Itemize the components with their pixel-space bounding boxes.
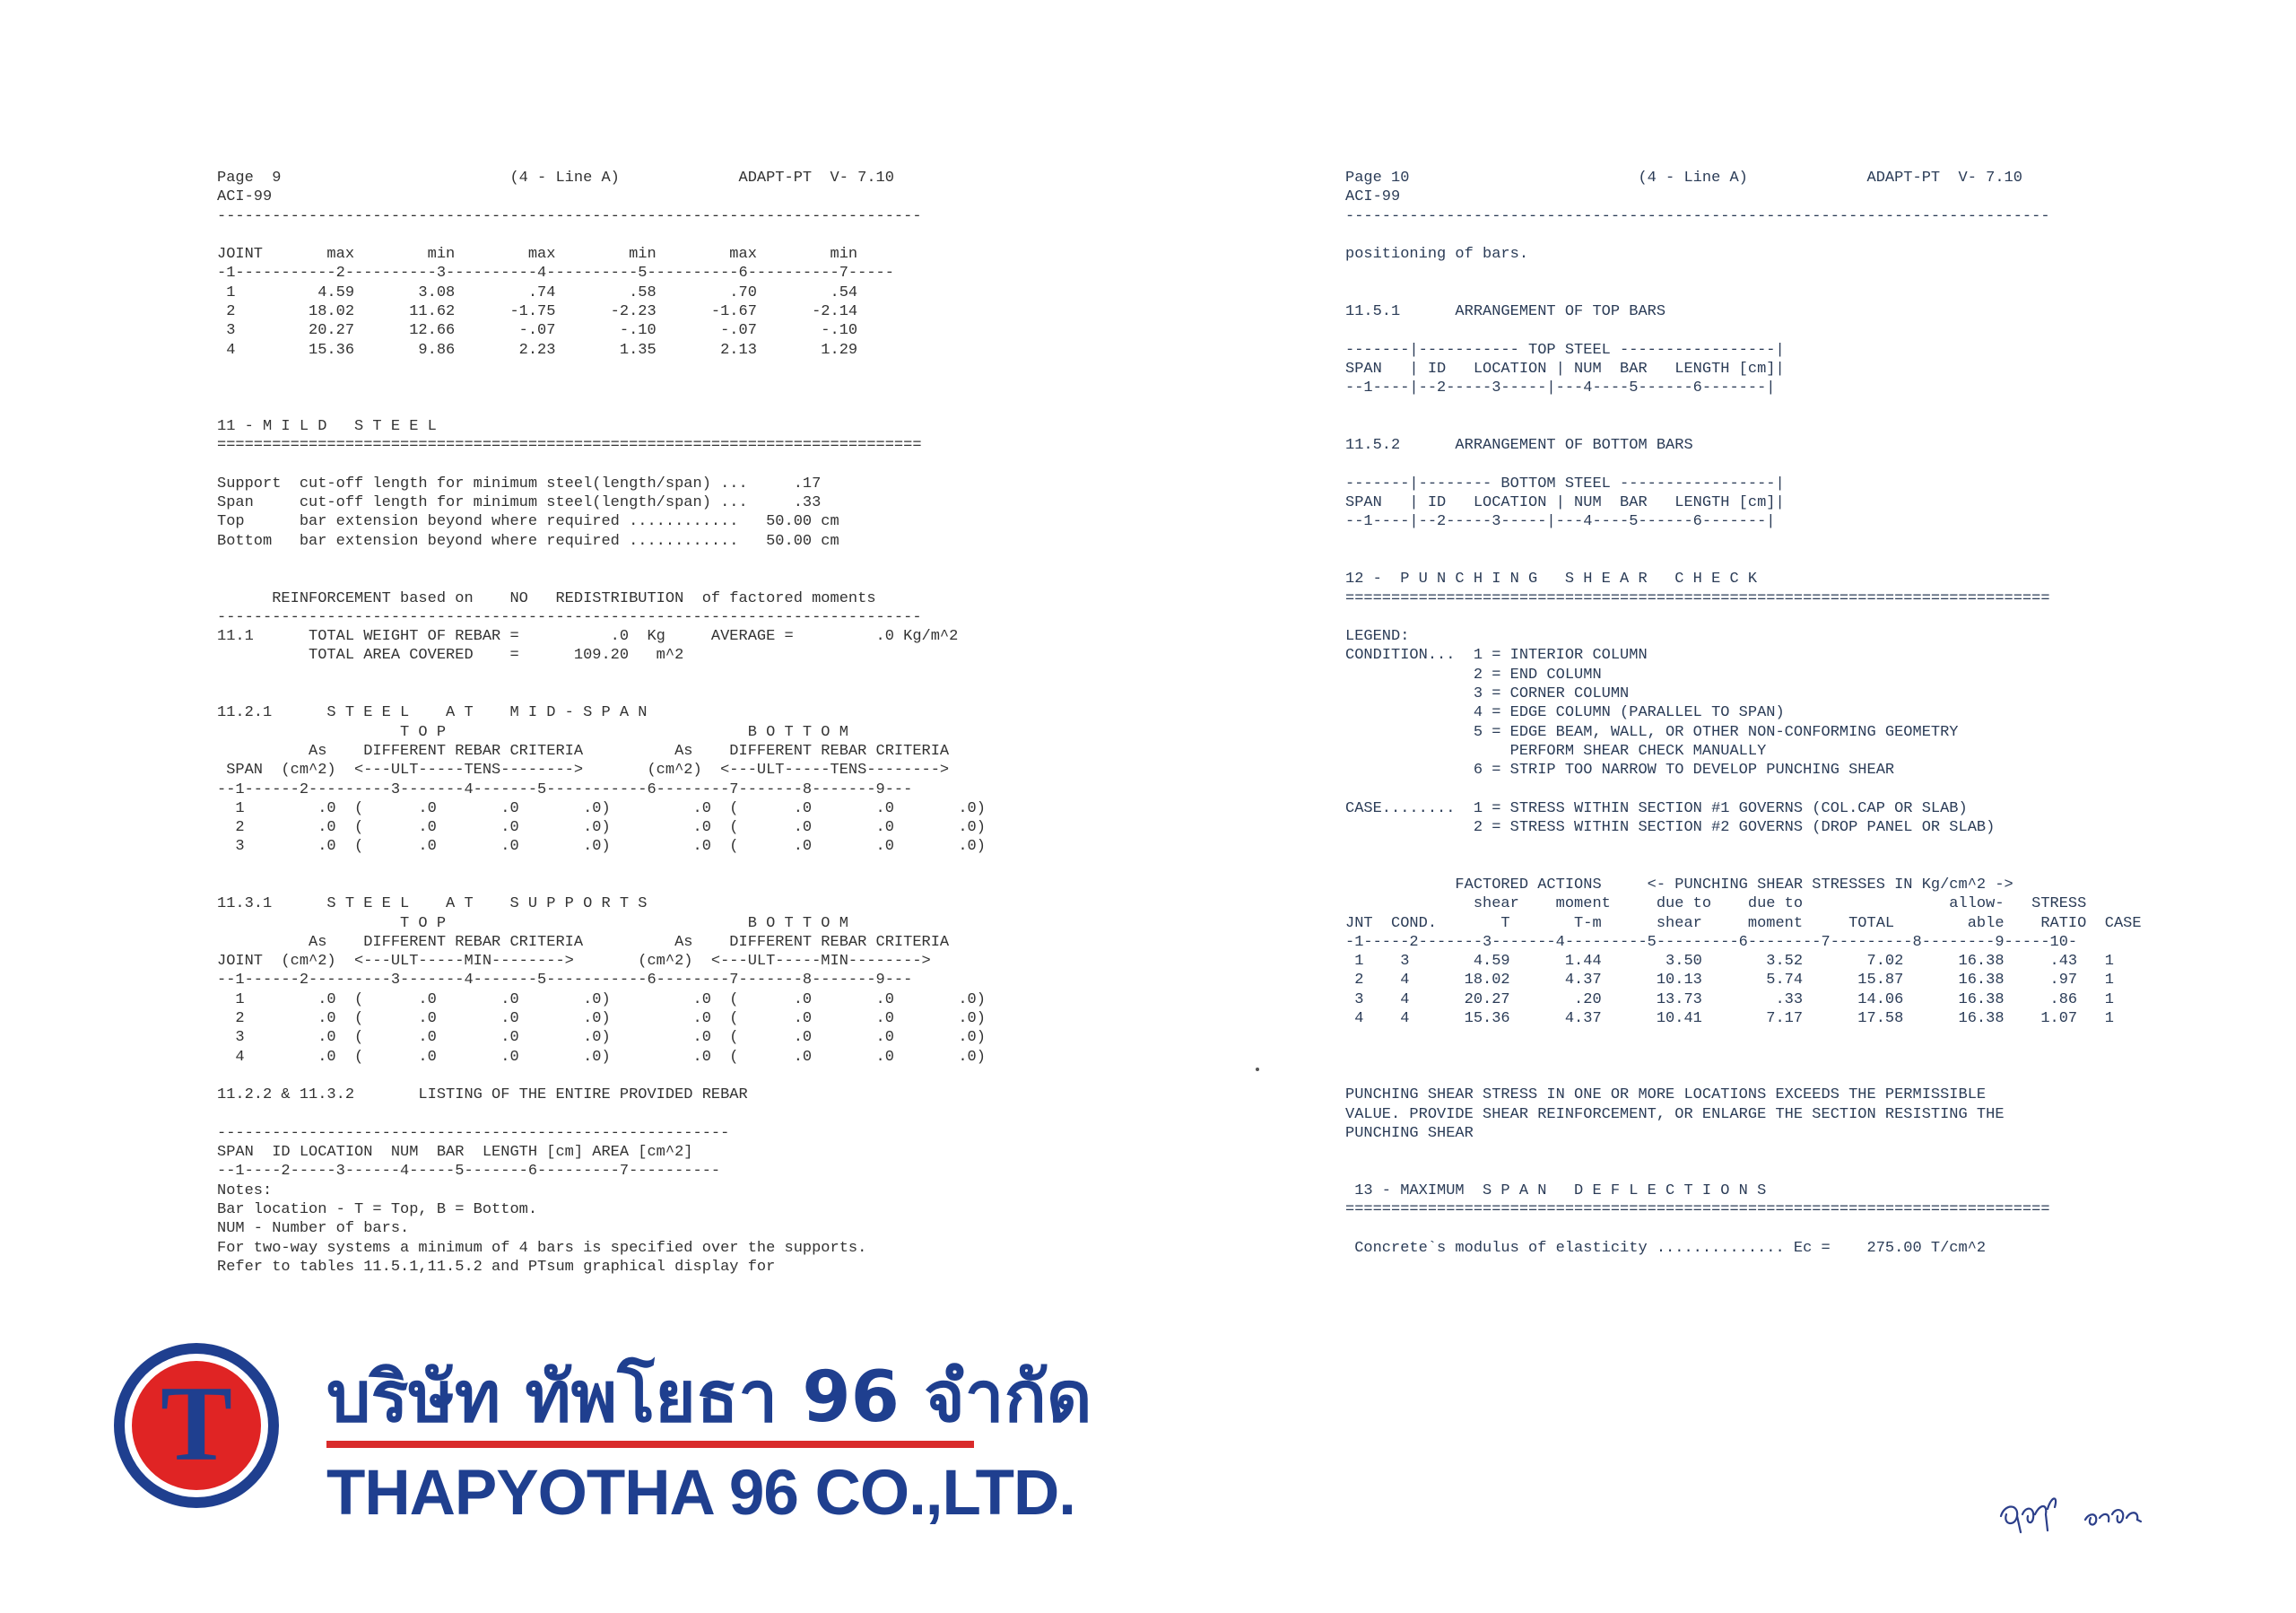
- emblem-letter: T: [160, 1364, 233, 1483]
- report-line: 3 20.27 12.66 -.07 -.10 -.07 -.10: [226, 322, 858, 340]
- report-line: Concrete`s modulus of elasticity .............. Ec = 275.00 T/cm^2: [1354, 1239, 1987, 1257]
- report-line: For two-way systems a minimum of 4 bars is specified over the supports.: [217, 1239, 867, 1257]
- report-line: Bar location - T = Top, B = Bottom.: [217, 1201, 538, 1219]
- report-line: ACI-99: [217, 188, 273, 206]
- report-line: 3 = CORNER COLUMN: [1473, 685, 1630, 703]
- report-line: --1----|--2-----3-----|---4----5------6-------|: [1345, 513, 1776, 531]
- report-line: SPAN (cm^2) <---ULT-----TENS--------> (cm^2) <---ULT-----TENS-------->: [226, 762, 950, 780]
- report-line: FACTORED ACTIONS <- PUNCHING SHEAR STRESSES IN Kg/cm^2 ->: [1455, 876, 2013, 894]
- report-line: LEGEND:: [1345, 628, 1410, 646]
- report-line: --1------2---------3-------4-------5-----------6--------7-------8-------9---: [217, 972, 913, 990]
- report-line: Support cut-off length for minimum steel(length/span) ... .17: [217, 475, 822, 493]
- report-line: 3 4 20.27 .20 13.73 .33 14.06 16.38 .86 1: [1354, 990, 2114, 1008]
- report-line: 2 4 18.02 4.37 10.13 5.74 15.87 16.38 .97 1: [1354, 972, 2114, 990]
- scan-speck: [1256, 1068, 1259, 1071]
- report-line: REINFORCEMENT based on NO REDISTRIBUTION of factored moments: [272, 589, 876, 607]
- report-line: shear moment due to due to allow- STRESS: [1473, 895, 2087, 913]
- report-line: 1 .0 ( .0 .0 .0) .0 ( .0 .0 .0): [235, 799, 986, 817]
- report-line: PUNCHING SHEAR: [1345, 1124, 1474, 1142]
- report-line: 2 18.02 11.62 -1.75 -2.23 -1.67 -2.14: [226, 303, 858, 321]
- report-line: VALUE. PROVIDE SHEAR REINFORCEMENT, OR ENLARGE THE SECTION RESISTING THE: [1345, 1105, 2005, 1123]
- report-line: 11.2.2 & 11.3.2 LISTING OF THE ENTIRE PROVIDED REBAR: [217, 1086, 748, 1104]
- report-line: Bottom bar extension beyond where required ............ 50.00 cm: [217, 532, 839, 550]
- report-line: 11.5.2 ARRANGEMENT OF BOTTOM BARS: [1345, 437, 1693, 455]
- report-line: 13 - MAXIMUM S P A N D E F L E C T I O N S: [1354, 1181, 1767, 1199]
- report-line: positioning of bars.: [1345, 246, 1529, 264]
- report-line: -1-----------2----------3----------4----------5----------6----------7-----: [217, 265, 894, 283]
- report-line: TOTAL AREA COVERED = 109.20 m^2: [309, 647, 684, 665]
- report-line: Page 10 (4 - Line A) ADAPT-PT V- 7.10: [1345, 170, 2022, 187]
- report-line: 11.2.1 S T E E L A T M I D - S P A N: [217, 704, 648, 722]
- report-line: -----------------------------------------------------------------------------: [1345, 207, 2050, 225]
- report-line: =============================================================================: [1345, 589, 2050, 607]
- report-line: Top bar extension beyond where required ............ 50.00 cm: [217, 513, 839, 531]
- report-line: Span cut-off length for minimum steel(length/span) ... .33: [217, 494, 822, 512]
- report-line: Page 9 (4 - Line A) ADAPT-PT V- 7.10: [217, 170, 894, 187]
- company-name-thai: บริษัท ทัพโยธา 96 จำกัด: [326, 1357, 1092, 1438]
- report-line: 1 4.59 3.08 .74 .58 .70 .54: [226, 283, 858, 301]
- handwritten-signature: [1996, 1487, 2161, 1541]
- report-line: As DIFFERENT REBAR CRITERIA As DIFFERENT REBAR CRITERIA: [309, 933, 950, 951]
- report-line: --1----|--2-----3-----|---4----5------6-------|: [1345, 379, 1776, 397]
- report-line: SPAN ID LOCATION NUM BAR LENGTH [cm] AREA [cm^2]: [217, 1144, 693, 1162]
- report-line: JOINT (cm^2) <---ULT-----MIN--------> (cm^2) <---ULT-----MIN-------->: [217, 953, 931, 971]
- report-line: 12 - P U N C H I N G S H E A R C H E C K: [1345, 571, 1758, 589]
- report-line: 2 = END COLUMN: [1473, 666, 1602, 684]
- page-10-text: [1345, 169, 2152, 1258]
- report-line: 4 = EDGE COLUMN (PARALLEL TO SPAN): [1473, 704, 1785, 722]
- report-line: 11 - M I L D S T E E L: [217, 417, 437, 435]
- report-line: 5 = EDGE BEAM, WALL, OR OTHER NON-CONFORMING GEOMETRY: [1473, 723, 1959, 741]
- report-line: 3 .0 ( .0 .0 .0) .0 ( .0 .0 .0): [235, 838, 986, 856]
- report-line: 3 .0 ( .0 .0 .0) .0 ( .0 .0 .0): [235, 1029, 986, 1047]
- company-logo: [83, 1308, 1092, 1555]
- report-line: 4 4 15.36 4.37 10.41 7.17 17.58 16.38 1.07 1: [1354, 1010, 2114, 1028]
- report-line: -----------------------------------------------------------------------------: [217, 207, 922, 225]
- report-line: -------|-------- BOTTOM STEEL -----------------|: [1345, 475, 1785, 493]
- report-line: -----------------------------------------------------------------------------: [217, 608, 922, 626]
- company-name-english: THAPYOTHA 96 CO.,LTD.: [326, 1458, 1075, 1529]
- report-line: 2 = STRESS WITHIN SECTION #2 GOVERNS (DROP PANEL OR SLAB): [1473, 819, 1996, 837]
- report-line: PERFORM SHEAR CHECK MANUALLY: [1509, 742, 1767, 760]
- report-line: 6 = STRIP TOO NARROW TO DEVELOP PUNCHING SHEAR: [1473, 762, 1895, 780]
- report-line: 1 .0 ( .0 .0 .0) .0 ( .0 .0 .0): [235, 990, 986, 1008]
- logo-divider: [326, 1441, 974, 1448]
- report-line: 4 15.36 9.86 2.23 1.35 2.13 1.29: [226, 341, 858, 359]
- report-line: =============================================================================: [1345, 1201, 2050, 1219]
- report-line: NUM - Number of bars.: [217, 1220, 410, 1238]
- report-line: 11.5.1 ARRANGEMENT OF TOP BARS: [1345, 303, 1666, 321]
- report-line: Refer to tables 11.5.1,11.5.2 and PTsum graphical display for: [217, 1258, 776, 1276]
- report-line: 4 .0 ( .0 .0 .0) .0 ( .0 .0 .0): [235, 1048, 986, 1066]
- report-line: SPAN | ID LOCATION | NUM BAR LENGTH [cm]|: [1345, 360, 1785, 378]
- page-9-text: [217, 169, 1024, 1277]
- report-line: 1 3 4.59 1.44 3.50 3.52 7.02 16.38 .43 1: [1354, 953, 2114, 971]
- report-line: As DIFFERENT REBAR CRITERIA As DIFFERENT REBAR CRITERIA: [309, 742, 950, 760]
- report-line: -1-----2-------3-------4---------5---------6--------7---------8--------9-----10-: [1345, 933, 2078, 951]
- report-line: CASE........ 1 = STRESS WITHIN SECTION #1 GOVERNS (COL.CAP OR SLAB): [1345, 799, 1968, 817]
- report-line: SPAN | ID LOCATION | NUM BAR LENGTH [cm]|: [1345, 494, 1785, 512]
- report-line: 2 .0 ( .0 .0 .0) .0 ( .0 .0 .0): [235, 1010, 986, 1028]
- report-line: --------------------------------------------------------: [217, 1124, 730, 1142]
- report-line: -------|----------- TOP STEEL -----------------|: [1345, 341, 1785, 359]
- report-line: --1------2---------3-------4-------5-----------6--------7-------8-------9---: [217, 780, 913, 798]
- report-page-9: [217, 169, 1024, 1277]
- report-page-10: [1345, 169, 2152, 1258]
- report-line: --1----2-----3------4-----5-------6---------7----------: [217, 1163, 721, 1181]
- report-line: Notes:: [217, 1181, 273, 1199]
- report-line: ACI-99: [1345, 188, 1401, 206]
- report-line: 2 .0 ( .0 .0 .0) .0 ( .0 .0 .0): [235, 819, 986, 837]
- report-line: =============================================================================: [217, 437, 922, 455]
- company-emblem-icon: [111, 1340, 282, 1511]
- report-line: T O P B O T T O M: [400, 914, 848, 932]
- report-line: 11.3.1 S T E E L A T S U P P O R T S: [217, 895, 648, 913]
- report-line: CONDITION... 1 = INTERIOR COLUMN: [1345, 647, 1648, 665]
- report-line: PUNCHING SHEAR STRESS IN ONE OR MORE LOCATIONS EXCEEDS THE PERMISSIBLE: [1345, 1086, 1987, 1104]
- report-line: 11.1 TOTAL WEIGHT OF REBAR = .0 Kg AVERAGE = .0 Kg/m^2: [217, 628, 959, 646]
- report-line: JOINT max min max min max min: [217, 246, 858, 264]
- report-line: JNT COND. T T-m shear moment TOTAL able RATIO CASE: [1345, 914, 2142, 932]
- report-line: T O P B O T T O M: [400, 723, 848, 741]
